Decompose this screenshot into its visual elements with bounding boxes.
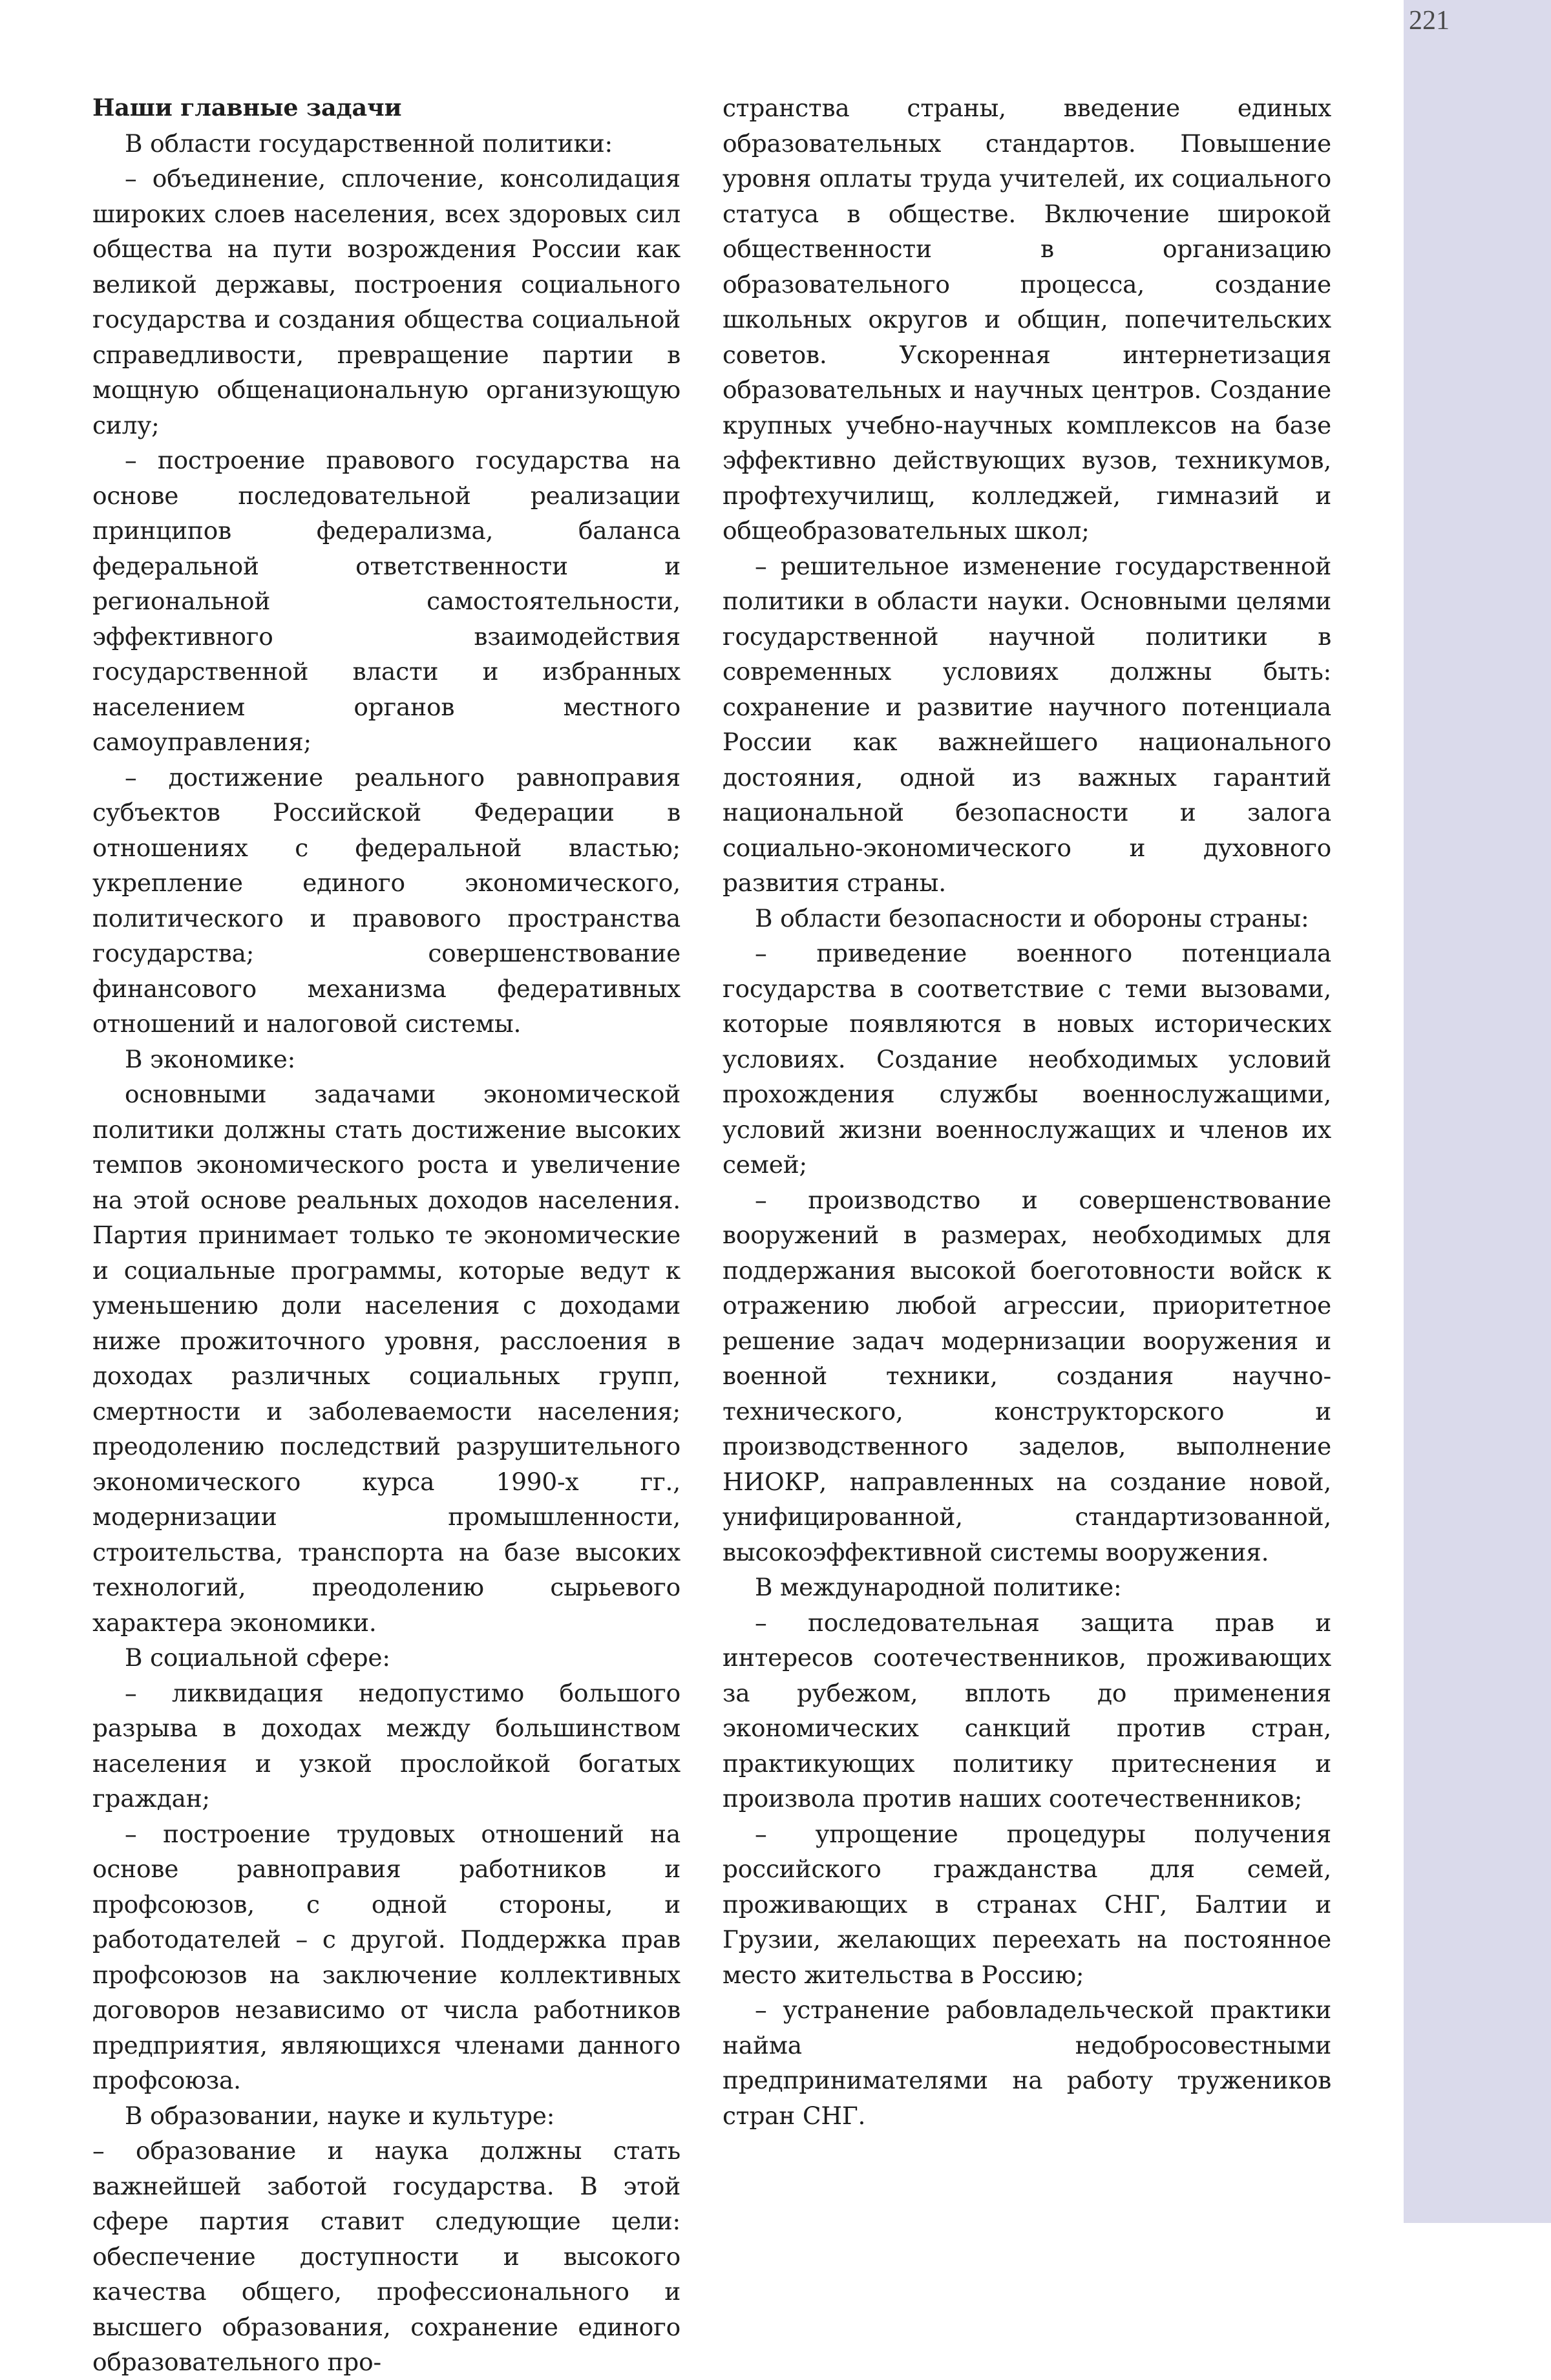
paragraph: – достижение реального равноправия субъектов Российской Федерации в отношениях с федеральной властью; укрепление единого экономического, политического и правового пространства государства; совершенствование финансового механизма федеративных отношений и налоговой системы. [92,763,681,1038]
paragraph: – образование и наука должны стать важнейшей заботой государства. В этой сфере партия ставит следующие цели: обеспечение доступности и высокого качества общего, профессионального и высшего образования, сохранение единого образовательного про- [92,2136,681,2376]
paragraph: – устранение рабовладельческой практики найма недобросовестными предпринимателями на работу тружеников стран СНГ. [723,1996,1331,2130]
paragraph: – решительное изменение государственной политики в области науки. Основными целями государственной научной политики в современных условиях должны быть: сохранение и развитие научного потенциала России как важнейшего национального достояния, одной из важных гарантий национальной безопасности и залога социально-экономического и духовного развития страны. [723,551,1331,897]
section-title: В области государственной политики: [125,129,613,158]
paragraph: – последовательная защита прав и интересов соотечественников, проживающих за рубежом, вплоть до применения экономических санкций против стран, практикующих политику притеснения и произвола против наших соотечественников; [723,1608,1331,1813]
section-title: В образовании, науке и культуре: [125,2101,555,2130]
paragraph: – упрощение процедуры получения российского гражданства для семей, проживающих в странах СНГ, Балтии и Грузии, желающих переехать на постоянное место жительства в Россию; [723,1819,1331,1989]
section-heading: Наши главные задачи [92,94,402,121]
section-title: В международной политике: [755,1573,1122,1601]
paragraph: – производство и совершенствование вооружений в размерах, необходимых для поддержания высокой боеготовности войск к отражению любой агрессии, приоритетное решение задач модернизации вооружения и военной техники, создания научно-технического, конструкторского и производственного заделов, выполнение НИОКР, направленных на создание новой, унифицированной, стандартизованной, высокоэффективной системы вооружения. [723,1185,1331,1566]
section-title: В социальной сфере: [125,1643,390,1672]
section-title: В области безопасности и обороны страны: [755,903,1309,932]
paragraph: – построение трудовых отношений на основе равноправия работников и профсоюзов, с одной стороны, и работодателей – с другой. Поддержка прав профсоюзов на заключение коллективных договоров независимо от числа работников предприятия, являющихся членами данного профсоюза. [92,1819,681,2094]
paragraph: – приведение военного потенциала государства в соответствие с теми вызовами, которые появляются в новых исторических условиях. Создание необходимых условий прохождения службы военнослужащими, условий жизни военнослужащих и членов их семей; [723,939,1331,1179]
left-column [92,90,681,2380]
paragraph: основными задачами экономической политики должны стать достижение высоких темпов экономического роста и увеличение на этой основе реальных доходов населения. Партия принимает только те экономические и социальные программы, которые ведут к уменьшению доли населения с доходами ниже прожиточного уровня, расслоения в доходах различных социальных групп, смертности и заболеваемости населения; преодолению последствий разрушительного экономического курса 1990-х гг., модернизации промышленности, строительства, транспорта на базе высоких технологий, преодолению сырьевого характера экономики. [92,1080,681,1637]
paragraph: – построение правового государства на основе последовательной реализации принципов федерализма, баланса федеральной ответственности и региональной самостоятельности, эффективного взаимодействия государственной власти и избранных населением органов местного самоуправления; [92,446,681,756]
page-number: 221 [1409,6,1450,36]
side-margin-strip [1404,0,1551,2223]
section-title: В экономике: [125,1044,296,1073]
paragraph: – ликвидация недопустимо большого разрыва в доходах между большинством населения и узкой прослойкой богатых граждан; [92,1678,681,1813]
right-column [723,90,1331,2133]
paragraph: – объединение, сплочение, консолидация широких слоев населения, всех здоровых сил общества на пути возрождения России как великой державы, построения социального государства и создания общества социальной справедливости, превращение партии в мощную общенациональную организующую силу; [92,164,681,439]
paragraph-continued: странства страны, введение единых образовательных стандартов. Повышение уровня оплаты труда учителей, их социального статуса в обществе. Включение широкой общественности в организацию образовательного процесса, создание школьных округов и общин, попечительских советов. Ускоренная интернетизация образовательных и научных центров. Создание крупных учебно-научных комплексов на базе эффективно действующих вузов, техникумов, профтехучилищ, колледжей, гимназий и общеобразовательных школ; [723,94,1331,545]
